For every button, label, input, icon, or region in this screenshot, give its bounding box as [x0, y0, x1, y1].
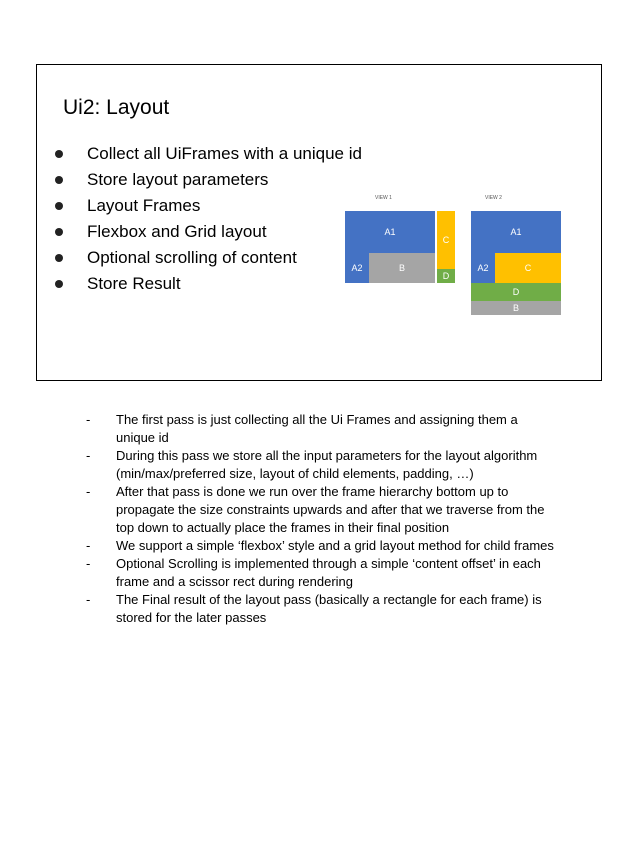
- view2-block-a1: A1: [471, 211, 561, 253]
- note-text: During this pass we store all the input parameters for the layout algorithm (min/max/preferred size, layout of child elements, padding, …): [116, 448, 538, 481]
- bullet-dot-icon: [55, 228, 63, 236]
- bullet-dot-icon: [55, 176, 63, 184]
- view2-block-b: B: [471, 301, 561, 315]
- view1-block-d: D: [437, 269, 455, 283]
- note-dash: -: [86, 448, 91, 463]
- note-item: [86, 591, 556, 627]
- slide-bullet-text: Optional scrolling of content: [87, 248, 297, 267]
- view1-block-c: C: [437, 211, 455, 269]
- note-text: The Final result of the layout pass (basically a rectangle for each frame) is stored for the later passes: [116, 592, 542, 625]
- slide-bullet-item: [55, 245, 362, 271]
- slide-bullet-item: [55, 219, 362, 245]
- view1-diagram: [345, 195, 457, 287]
- slide-title: Ui2: Layout: [63, 96, 170, 119]
- view2-block-d: D: [471, 283, 561, 301]
- view2-diagram: [471, 195, 563, 317]
- note-text: After that pass is done we run over the frame hierarchy bottom up to propagate the size constraints upwards and after that we traverse from the top down to actually place the frames in their final position: [116, 484, 545, 535]
- slide-bullet-item: [55, 271, 362, 297]
- speaker-notes-list: [86, 411, 556, 627]
- note-dash: -: [86, 484, 91, 499]
- note-text: The first pass is just collecting all the Ui Frames and assigning them a unique id: [116, 412, 518, 445]
- slide-bullet-item: [55, 167, 362, 193]
- note-item: [86, 483, 556, 537]
- note-item: [86, 555, 556, 591]
- view1-block-a1: A1: [345, 211, 435, 253]
- view2-block-c: C: [495, 253, 561, 283]
- note-item: [86, 537, 556, 555]
- note-text: Optional Scrolling is implemented through a simple ‘content offset’ in each frame and a scissor rect during rendering: [116, 556, 541, 589]
- view1-block-b: B: [369, 253, 435, 283]
- note-dash: -: [86, 538, 91, 553]
- view1-label: VIEW 1: [375, 195, 392, 201]
- note-text: We support a simple ‘flexbox’ style and a grid layout method for child frames: [116, 538, 554, 553]
- slide-bullet-text: Flexbox and Grid layout: [87, 222, 267, 241]
- view1-block-a2: A2: [345, 253, 369, 283]
- slide-bullet-list: [55, 141, 362, 297]
- note-dash: -: [86, 412, 91, 427]
- slide-bullet-item: [55, 141, 362, 167]
- slide-bullet-item: [55, 193, 362, 219]
- slide-bullet-text: Store Result: [87, 274, 181, 293]
- view2-label: VIEW 2: [485, 195, 502, 201]
- note-item: [86, 411, 556, 447]
- bullet-dot-icon: [55, 280, 63, 288]
- bullet-dot-icon: [55, 202, 63, 210]
- note-dash: -: [86, 592, 91, 607]
- slide-frame: [36, 64, 602, 381]
- bullet-dot-icon: [55, 254, 63, 262]
- note-item: [86, 447, 556, 483]
- slide-bullet-text: Store layout parameters: [87, 170, 269, 189]
- view2-block-a2: A2: [471, 253, 495, 283]
- bullet-dot-icon: [55, 150, 63, 158]
- slide-bullet-text: Layout Frames: [87, 196, 201, 215]
- note-dash: -: [86, 556, 91, 571]
- slide-bullet-text: Collect all UiFrames with a unique id: [87, 144, 362, 163]
